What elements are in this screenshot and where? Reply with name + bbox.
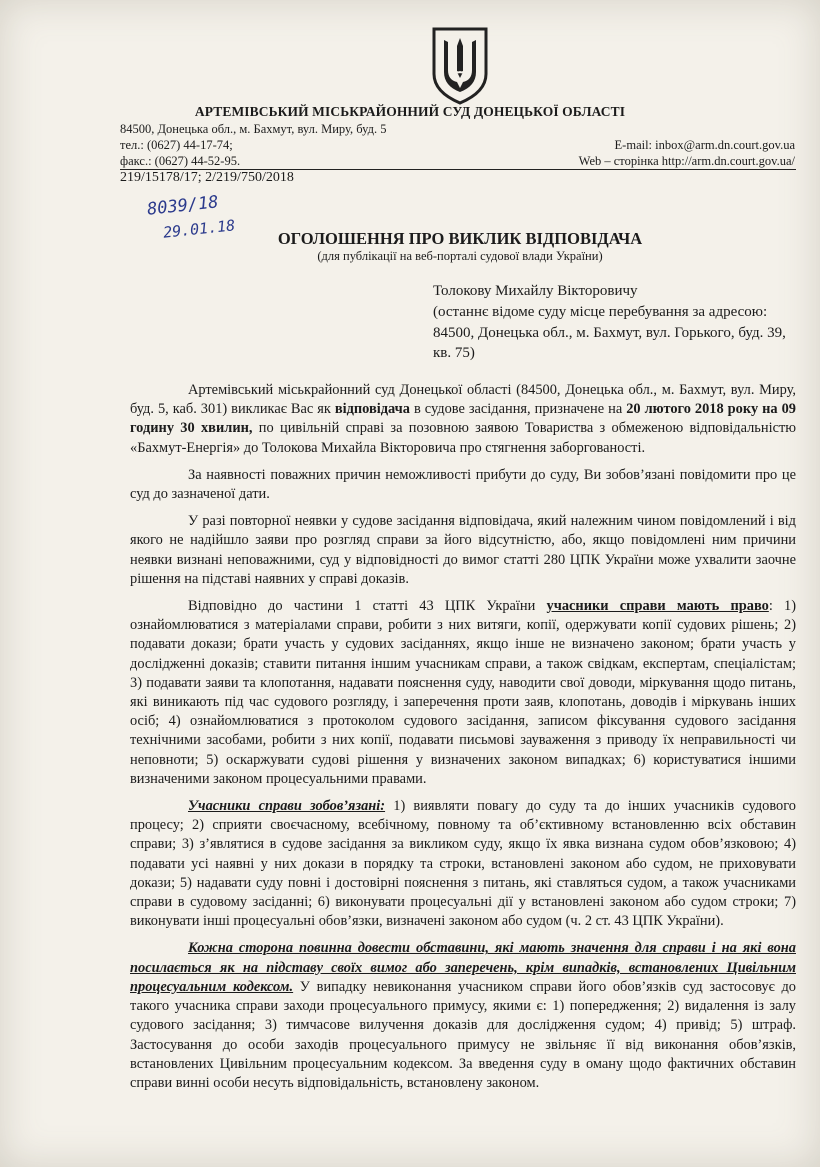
text-span: : 1) ознайомлюватися з матеріалами справи, робити з них витяги, копії, одержувати копії судових рішень; 2) подавати докази; брати участь у судових засіданнях, якщо інше не визначено законом; брати участь у дослідженні доказів; ставити питання іншим учасникам справи, а також свідкам, експертам, спеціалістам; 3) подавати заяви та клопотання, надавати пояснення суду, наводити свої доводи, міркування щодо питань, які виникають під час судового розгляду, і заперечення проти заяв, клопотань, доводів і міркувань інших осіб; 4) ознайомлюватися з протоколом судового засідання, записом фіксування судового засідання технічними засобами, робити з них копії, подавати письмові зауваження з приводу їх неправильності чи неповноти; 5) оскаржувати судові рішення у визначених законом випадках; 6) користуватися іншими визначеними законом процесуальними правами. xyxy=(130,598,796,787)
court-web: Web – сторінка http://arm.dn.court.gov.ua/ xyxy=(578,154,795,168)
paragraph-summons xyxy=(130,381,796,458)
text-span: Артемівський міськрайонний суд Донецької області (84500, Донецька обл., м. Бахмут, вул. Миру, буд. 5, каб. 301) викликає Вас як xyxy=(130,382,796,418)
text-span: 1) виявляти повагу до суду та до інших учасників судового процесу; 2) сприяти своєчасному, всебічному, повному та об’єктивному встановленню всіх обставин справи; 3) з’являтися в судове засідання за викликом суду, якщо їх явка визнана судом обов’язковою; 4) подавати усі наявні у них докази в порядку та строки, встановлені законом або судом, не приховувати докази; 5) надавати суду повні і достовірні пояснення з питань, які ставляться судом, а також учасниками справи в судовому засіданні; 6) виконувати процесуальні дії у встановлені законом або судом строки; 7) виконувати інші процесуальні обов’язки, визначені законом або судом (ч. 2 ст. 43 ЦПК України). xyxy=(130,798,796,930)
text-span: в судове засідання, призначене на xyxy=(410,401,627,418)
case-numbers: 219/15178/17; 2/219/750/2018 xyxy=(120,170,294,185)
addressee-name: Толокову Михайлу Вікторовичу xyxy=(433,283,638,299)
text-span: У випадку невиконання учасником справи його обов’язків суд застосовує до такого учасника справи заходи процесуального примусу, якими є: 1) попередження; 2) видалення із залу судового засідання; 3) тимчасове вилучення доказів для дослідження судом; 4) привід; 5) штраф. Застосування до особи заходів процесуального примусу не звільняє її від виконання обов’язків, встановлених Цивільним процесуальним кодексом. За введення суду в оману щодо фактичних обставин справи винні особи несуть відповідальність, встановлену законом. xyxy=(130,978,796,1091)
notice-body xyxy=(130,381,796,1093)
hearing-datetime: 20 лютого 2018 року на 09 годину 30 хвилин, xyxy=(130,401,796,437)
paragraph-burden-of-proof xyxy=(130,939,796,1093)
obligations-heading: Учасники справи зобов’язані: xyxy=(188,798,386,815)
coat-of-arms-icon xyxy=(430,26,490,106)
addressee-note: (останнє відоме суду місце перебування за адресою: 84500, Донецька обл., м. Бахмут, вул. Горького, буд. 39, кв. 75) xyxy=(433,303,786,362)
defendant-label: відповідача xyxy=(334,401,410,418)
paragraph-obligations xyxy=(130,797,796,931)
court-fax: факс.: (0627) 44-52-95. xyxy=(120,154,241,168)
burden-of-proof-heading: Кожна сторона повинна довести обставини, які мають значення для справи і на які вона посилається як на підставу своїх вимог або заперечень, крім випадків, встановлених Цивільним процесуальним кодексом. xyxy=(130,940,796,995)
court-email: E-mail: inbox@arm.dn.court.gov.ua xyxy=(614,138,795,152)
handwritten-reg-number: 8039/18 xyxy=(146,192,220,220)
paragraph-rights xyxy=(130,597,796,789)
document-title: ОГОЛОШЕННЯ ПРО ВИКЛИК ВІДПОВІДАЧА xyxy=(277,229,643,248)
document-subtitle: (для публікації на веб-порталі судової влади України) xyxy=(317,249,603,263)
handwritten-date: 29.01.18 xyxy=(162,216,236,242)
rights-heading: учасники справи мають право xyxy=(546,598,769,615)
court-name: АРТЕМІВСЬКИЙ МІСЬКРАЙОННИЙ СУД ДОНЕЦЬКОЇ ОБЛАСТІ xyxy=(194,104,626,119)
court-address: 84500, Донецька обл., м. Бахмут, вул. Миру, буд. 5 xyxy=(120,122,387,136)
paragraph-notify: За наявності поважних причин неможливості прибути до суду, Ви зобов’язані повідомити про це суд до зазначеної дати. xyxy=(130,466,796,503)
paragraph-default-judgment: У разі повторної неявки у судове засідання відповідача, який належним чином повідомлений і від якого не надійшло заяви про розгляд справи за його відсутністю, або, якщо повідомлені ним причини неявки визнані неповажними, суд у відповідності до вимог статті 280 ЦПК України може ухвалити заочне рішення на підставі наявних у справі доказів. xyxy=(130,513,796,587)
text-span: Відповідно до частини 1 статті 43 ЦПК України xyxy=(188,598,547,615)
text-span: по цивільній справі за позовною заявою Товариства з обмеженою відповідальністю «Бахмут-Енергія» до Толокова Михайла Вікторовича про стягнення заборгованості. xyxy=(130,420,796,456)
court-phone: тел.: (0627) 44-17-74; xyxy=(120,138,233,152)
addressee-block xyxy=(433,281,793,364)
